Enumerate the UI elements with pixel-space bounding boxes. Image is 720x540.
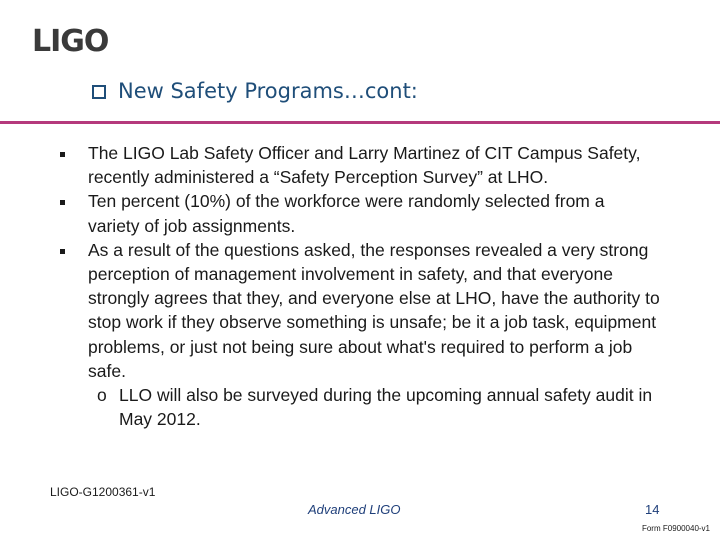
slide-title-row bbox=[92, 76, 418, 106]
document-id: LIGO-G1200361-v1 bbox=[50, 485, 156, 499]
sub-bullet-text: LLO will also be surveyed during the upcoming annual safety audit in May 2012. bbox=[119, 385, 653, 430]
bullet-item: As a result of the questions asked, the responses revealed a very strong perception of management involvement in safety, and that everyone strongly agrees that they, and everyone else at LHO, have the authority to stop work if they observe something is unsafe; be it a job task, equipment problems, or just not being sure about what's required to perform a job safe. bbox=[60, 238, 660, 383]
sub-bullet-item bbox=[60, 383, 660, 431]
bullet-list bbox=[60, 141, 660, 431]
slide-title: New Safety Programs…cont: bbox=[118, 79, 418, 103]
title-divider bbox=[0, 121, 720, 124]
circle-bullet-icon: o bbox=[97, 385, 107, 406]
bullet-item: The LIGO Lab Safety Officer and Larry Martinez of CIT Campus Safety, recently administered a “Safety Perception Survey” at LHO. bbox=[60, 141, 660, 189]
form-id: Form F0900040-v1 bbox=[641, 524, 710, 533]
footer-title: Advanced LIGO bbox=[308, 502, 401, 517]
checkbox-bullet-icon bbox=[92, 85, 106, 99]
page-number: 14 bbox=[645, 502, 660, 517]
ligo-logo: LIGO bbox=[32, 24, 109, 59]
bullet-item: Ten percent (10%) of the workforce were randomly selected from a variety of job assignments. bbox=[60, 189, 660, 237]
